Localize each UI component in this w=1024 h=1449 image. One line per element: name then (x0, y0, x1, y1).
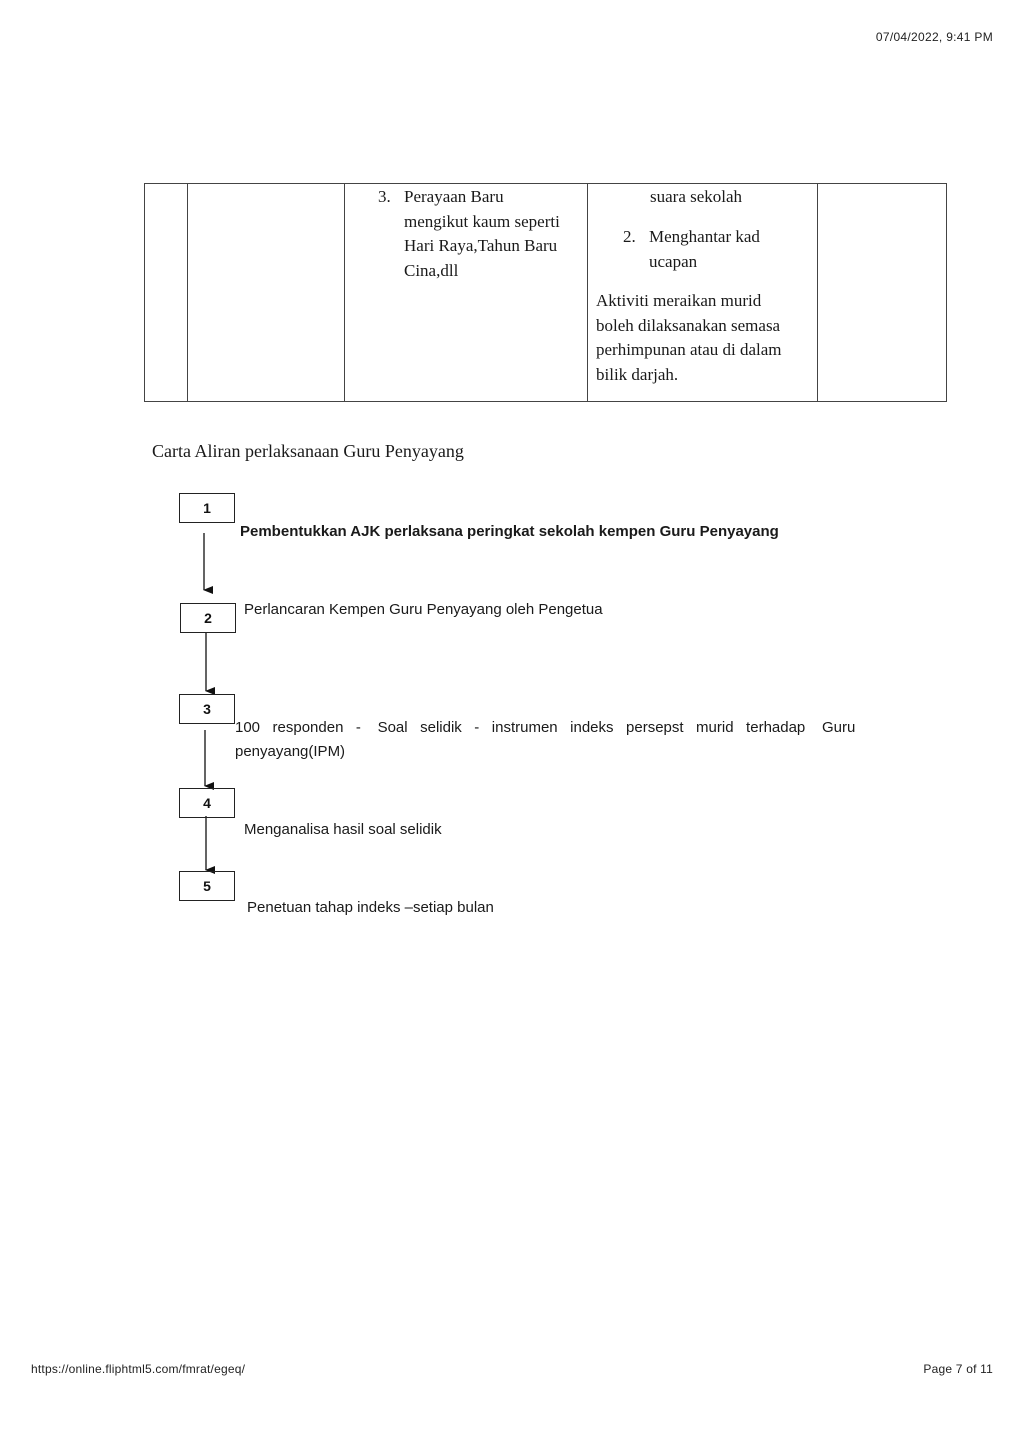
flow-step-5-box: 5 (179, 871, 235, 901)
flow-step-2-box: 2 (180, 603, 236, 633)
print-timestamp: 07/04/2022, 9:41 PM (875, 30, 993, 44)
list-item-text: Perayaan Baru mengikut kaum seperti Hari Raya,Tahun Baru Cina,dll (404, 187, 560, 280)
flow-step-2-text: Perlancaran Kempen Guru Penyayang oleh Pengetua (244, 601, 603, 618)
flow-step-4-text: Menganalisa hasil soal selidik (244, 821, 442, 838)
flow-step-3-text: 100 responden - Soal selidik - instrumen indeks persepst murid terhadap Guru (235, 719, 856, 736)
flow-step-3-box: 3 (179, 694, 235, 724)
flow-step-4-box: 4 (179, 788, 235, 818)
list-number: 2. (623, 227, 636, 246)
flowchart-title: Carta Aliran perlaksanaan Guru Penyayang (152, 441, 464, 461)
flow-step-1-text: Pembentukkan AJK perlaksana peringkat sekolah kempen Guru Penyayang (240, 523, 779, 540)
list-item-text: Menghantar kad ucapan (649, 227, 760, 271)
continued-text: suara sekolah (650, 187, 743, 206)
list-number: 3. (378, 187, 391, 206)
flow-step-3-text-cont: penyayang(IPM) (235, 743, 346, 760)
flow-step-5-text: Penetuan tahap indeks –setiap bulan (247, 899, 494, 916)
activity-note: Aktiviti meraikan murid boleh dilaksanakan semasa perhimpunan atau di dalam bilik darjah. (596, 291, 782, 384)
source-url[interactable]: https://online.fliphtml5.com/fmrat/egeq/ (31, 1362, 246, 1376)
page-number: Page 7 of 11 (923, 1362, 993, 1376)
flow-step-1-box: 1 (179, 493, 235, 523)
